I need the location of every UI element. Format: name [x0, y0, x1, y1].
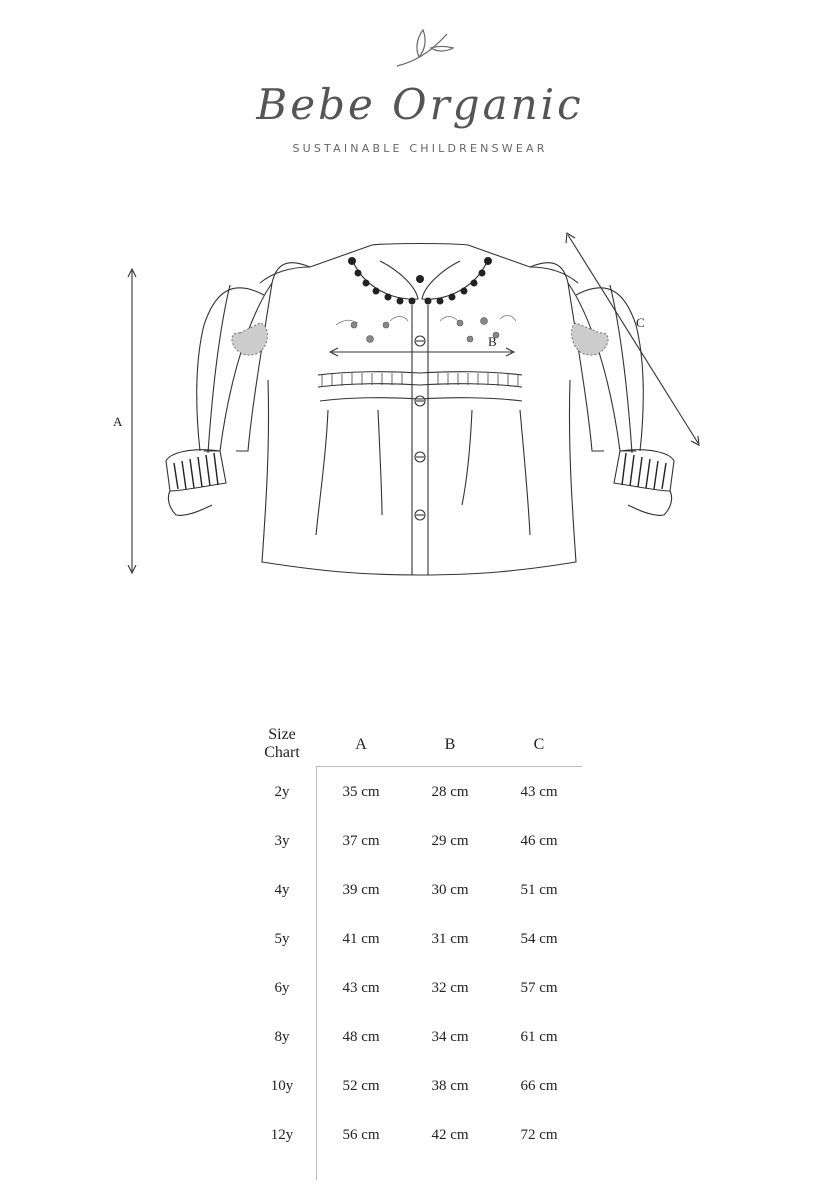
- measure-b-cell: 31 cm: [431, 931, 469, 947]
- table-row: [244, 1078, 584, 1098]
- measure-a-cell: 56 cm: [342, 1127, 380, 1143]
- measure-b-cell: 30 cm: [431, 882, 469, 898]
- brand-tagline: SUSTAINABLE CHILDRENSWEAR: [292, 142, 548, 155]
- measure-a-cell: 37 cm: [342, 833, 380, 849]
- size-cell: 4y: [274, 882, 290, 898]
- measure-b-cell: 32 cm: [431, 980, 469, 996]
- size-cell: 5y: [274, 931, 290, 947]
- measure-c-cell: 57 cm: [520, 980, 558, 996]
- table-row: [244, 1029, 584, 1049]
- size-cell: 8y: [274, 1029, 290, 1045]
- measure-b-cell: 28 cm: [431, 784, 469, 800]
- measure-b-cell: 38 cm: [431, 1078, 469, 1094]
- dimension-label-c: C: [636, 315, 645, 330]
- table-row: [244, 1127, 584, 1147]
- size-cell: 3y: [274, 833, 290, 849]
- size-cell: 10y: [270, 1078, 294, 1094]
- size-header-line1: Size: [268, 726, 296, 743]
- size-chart-header: [252, 726, 312, 762]
- size-chart-table: [244, 722, 584, 1162]
- table-horizontal-divider: [316, 766, 582, 767]
- measure-a-cell: 41 cm: [342, 931, 380, 947]
- leaf-sprig-icon: [395, 24, 455, 70]
- measure-c-cell: 72 cm: [520, 1127, 558, 1143]
- table-row: [244, 784, 584, 804]
- column-header-c: C: [533, 736, 545, 753]
- table-row: [244, 980, 584, 1000]
- size-header-line2: Chart: [264, 744, 300, 761]
- measure-c-cell: 51 cm: [520, 882, 558, 898]
- measure-b-cell: 34 cm: [431, 1029, 469, 1045]
- size-cell: 12y: [270, 1127, 294, 1143]
- measure-c-cell: 46 cm: [520, 833, 558, 849]
- table-row: [244, 833, 584, 853]
- measure-c-cell: 43 cm: [520, 784, 558, 800]
- column-header-a: A: [355, 736, 367, 753]
- measure-a-cell: 39 cm: [342, 882, 380, 898]
- measure-a-cell: 52 cm: [342, 1078, 380, 1094]
- size-cell: 6y: [274, 980, 290, 996]
- size-cell: 2y: [274, 784, 290, 800]
- table-row: [244, 882, 584, 902]
- measure-b-cell: 29 cm: [431, 833, 469, 849]
- table-vertical-divider: [316, 766, 317, 1180]
- brand-name: Bebe Organic: [256, 80, 584, 129]
- measure-c-cell: 54 cm: [520, 931, 558, 947]
- garment-diagram: [100, 215, 720, 605]
- measure-b-cell: 42 cm: [431, 1127, 469, 1143]
- measure-c-cell: 61 cm: [520, 1029, 558, 1045]
- measure-a-cell: 35 cm: [342, 784, 380, 800]
- measure-a-cell: 43 cm: [342, 980, 380, 996]
- dimension-label-a: A: [113, 414, 123, 429]
- table-row: [244, 931, 584, 951]
- measure-c-cell: 66 cm: [520, 1078, 558, 1094]
- column-header-b: B: [444, 736, 456, 753]
- measure-a-cell: 48 cm: [342, 1029, 380, 1045]
- dimension-label-b: B: [488, 334, 497, 349]
